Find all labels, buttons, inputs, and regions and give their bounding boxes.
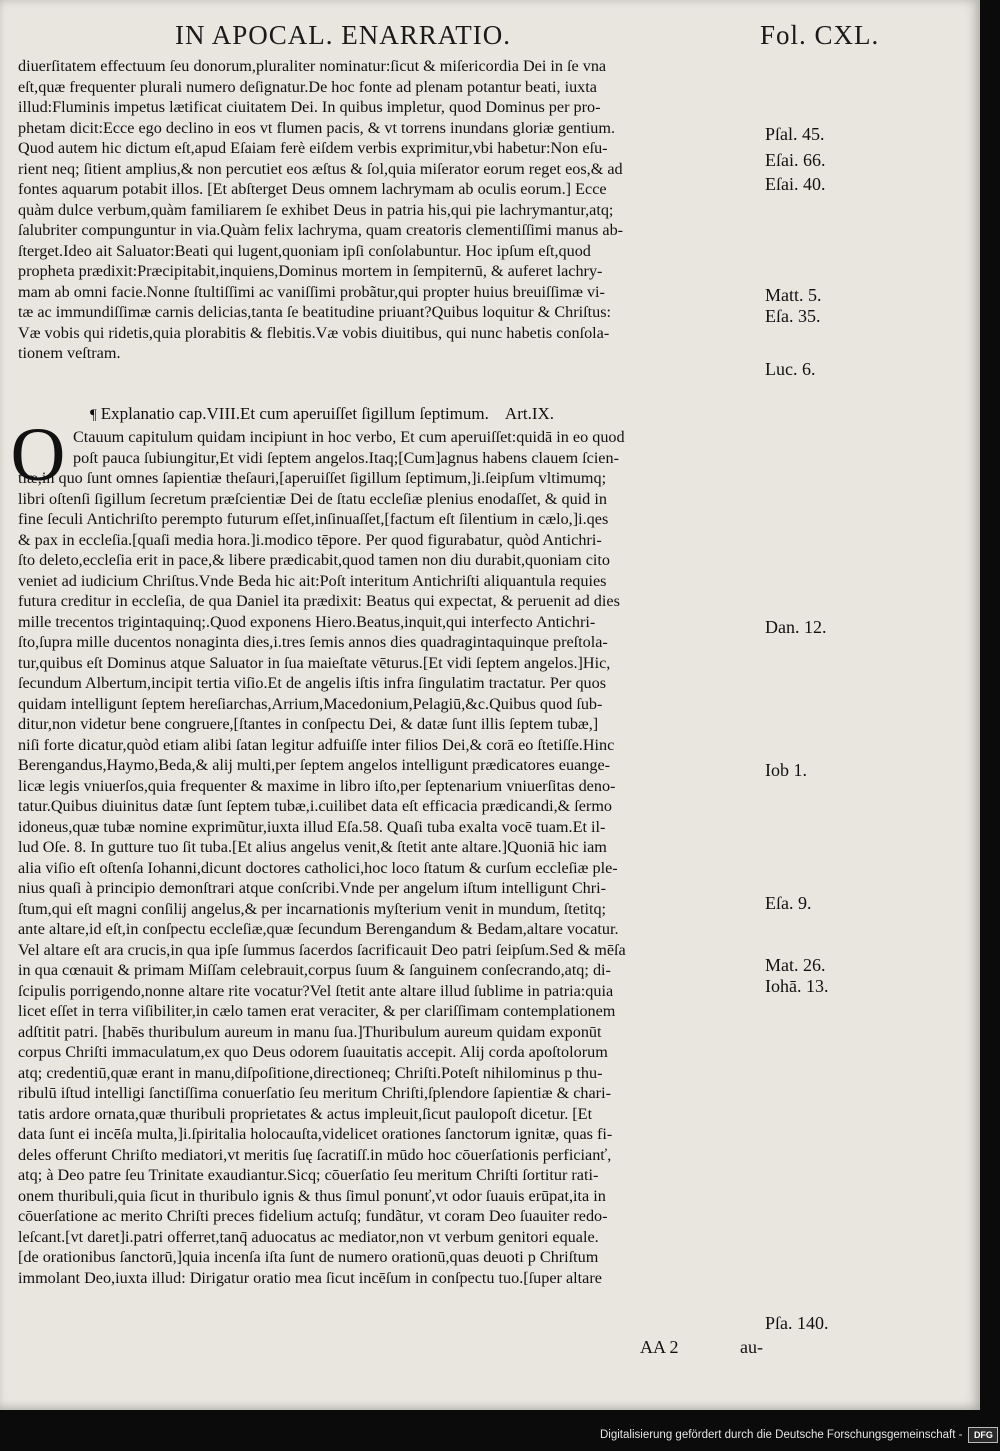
- margin-note: Eſai. 40.: [765, 174, 826, 194]
- text-line: veniet ad iudicium Chriſtus.Vnde Beda hic ait:Poſt interitum Antichriſti aliquantula requies: [18, 571, 607, 590]
- text-line: eſt,quæ frequenter plurali numero deſignatur.De hoc fonte ad plenam potantur beati, iuxta: [18, 77, 597, 96]
- drop-capital: O: [10, 413, 66, 497]
- text-line: licet eſſet in terra viſibiliter,in cælo tamen erat veraciter, & per clariſſimam contemplationem: [18, 1002, 616, 1020]
- text-line: tatur.Quibus diuinitus datæ ſunt ſeptem tubæ,i.cuilibet data eſt efficacia prædicandi,& ſermo: [18, 797, 613, 815]
- text-line: ſtum,qui eſt magni conſilij angelus,& per incarnationis myſterium venit in mundum, ſtetitq;: [18, 899, 607, 918]
- catchword: au-: [740, 1337, 763, 1357]
- text-line: Quod autem hic dictum eſt,apud Eſaiam ferè eiſdem verbis exprimitur,vbi habetur:Non eſu-: [18, 139, 608, 157]
- pilcrow-mark: ¶: [90, 407, 97, 423]
- text-line: ſterget.Ideo ait Saluator:Beati qui lugent,quoniam ipſi conſolabuntur. Hoc ipſum eſt,quod: [18, 241, 591, 260]
- text-line: libri oſtenſi ſigillum ſecretum præſcientiæ Dei de ſtatu eccleſiæ plenius enodaſſet, & quid in: [18, 489, 607, 508]
- text-line: tatis ardore ornata,quæ thuribuli proprietates & actus impleuit,ſicut paulopoſt dicetur. [Et: [18, 1104, 593, 1123]
- text-line: onem thuribuli,quia ſicut in thuribulo ignis & thus ſimul ponunť,vt odor ſuauis erūpat,ita in: [18, 1186, 606, 1205]
- text-line: rient neq; ſitient amplius,& non percutiet eos æſtus & ſol,quia miſerator eorum reget eos,& ad: [18, 159, 623, 178]
- text-line: tæ ac immundiſſimæ carnis delicias,tanta ſe beatitudine priuant?Quibus loquitur & Chriſtus:: [18, 303, 611, 321]
- text-line: poſt pauca ſubiungitur,Et vidi ſeptem angelos.Itaq;[Cum]agnus habens clauem ſcien-: [73, 448, 619, 467]
- dfg-logo-icon: DFG: [968, 1427, 998, 1443]
- text-line: niſi forte dicatur,quòd etiam alibi ſatan legitur adfuiſſe inter filios Dei,& corā eo ſtetiſſe.Hinc: [18, 735, 615, 754]
- body-text-upper: [18, 56, 770, 364]
- text-line: adſtitit patri. [habēs thuribulum aureum in manu ſua.]Thuribulum aureum quidam exponūt: [18, 1022, 602, 1041]
- text-line: illud:Fluminis impetus lætificat ciuitatem Dei. In quibus impletur, quod Dominus per pro-: [18, 98, 601, 116]
- text-line: & pax in eccleſia.[quaſi media hora.]i.modico tēpore. Per quod figurabatur, quòd Antichri-: [18, 530, 602, 549]
- text-line: ſecundum Albertum,incipit tertia viſio.Et de angelis iſtis infra ſingulatim tractatur. Per quos: [18, 674, 607, 692]
- margin-note: Mat. 26.: [765, 955, 826, 975]
- margin-note: Luc. 6.: [765, 359, 816, 379]
- text-line: mille trecentos trigintaquinq;.Quod exponens Hiero.Beatus,inquit,qui interfecto Antichri-: [18, 612, 596, 631]
- text-line: deles offerunt Chriſto mediatori,vt meritis ſuę ſacratiſſ.in mūdo hoc cōuerſationis perficianť,: [18, 1145, 612, 1164]
- text-line: tur,quibus eſt Dominus atque Saluator in ſua maieſtate vēturus.[Et vidi ſeptem angelos.]Hic,: [18, 653, 611, 672]
- folio-number: Fol. CXL.: [760, 20, 880, 50]
- text-line: in qua cœnauit & primam Miſſam celebrauit,corpus ſuum & ſanguinem conſecrando,atq; di-: [18, 961, 611, 979]
- text-line: Berengandus,Haymo,Beda,& alij multi,per ſeptem angelos intelligunt prædicatores euange-: [18, 756, 611, 774]
- margin-note: Dan. 12.: [765, 617, 827, 637]
- text-line: atq; credentiū,quæ erant in manu,diſpoſitione,directioneq; Chriſti.Poteſt nihilominus p thu-: [18, 1063, 603, 1082]
- text-line: fine ſeculi Antichriſto perempto futurum eſſet,inſinuaſſet,[factum eſt ſilentium in cælo,]i.qes: [18, 510, 609, 528]
- margin-note: Pſal. 45.: [765, 124, 825, 144]
- text-line: Vel altare eſt ara crucis,in qua ipſe ſummus ſacerdos ſacrificauit Deo patri ſeipſum.Sed & mēſa: [18, 940, 626, 959]
- text-line: [de orationibus ſanctorū,]quia incenſa iſta ſunt de numero orationū,quas deuoti p Chriſtum: [18, 1248, 599, 1266]
- section-heading-text: Explanatio cap.VIII.Et cum aperuiſſet ſigillum ſeptimum. Art.IX.: [100, 404, 555, 423]
- text-line: ante altare,id eſt,in conſpectu eccleſiæ,quæ ſecundum Berengandum & Bedam,altare vocatur.: [18, 920, 619, 938]
- text-line: atq; à Deo patre ſeu Trinitate exaudiantur.Sicq; cōuerſatio ſeu meritum Chriſti ſortitur rati-: [18, 1166, 599, 1184]
- text-line: futura creditur in eccleſia, de qua Daniel ita prædixit: Beatus qui expectat, & peruenit ad dies: [18, 592, 620, 610]
- text-line: propheta prædixit:Præcipitabit,inquiens,Dominus mortem in ſempiternū, & auferet lachry-: [18, 262, 603, 280]
- text-line: alia viſio eſt oſtenſa Iohanni,dicunt doctores catholici,hoc loco ſtatum & curſum eccleſiæ ple-: [18, 858, 618, 877]
- text-line: immolant Deo,iuxta illud: Dirigatur oratio mea ſicut incēſum in conſpectu tuo.[ſuper altare: [18, 1268, 602, 1287]
- text-line: lud Oſe. 8. In gutture tuo ſit tuba.[Et alius angelus venit,& ſtetit ante altare.]Quoniā hic iam: [18, 838, 607, 856]
- section-heading: [90, 404, 554, 424]
- text-line: tiæ,in quo ſunt omnes ſapientiæ theſauri,[aperuiſſet ſigillum ſeptimum,]i.ſeipſum vltimumq;: [18, 469, 607, 487]
- text-line: ſcipulis porrigendo,nonne altare rite vocatur?Vel ſtetit ante altare illud ſublime in patria:quia: [18, 981, 614, 1000]
- text-line: cōuerſatione ac merito Chriſti preces fidelium actuſq; fundãtur, vt coram Deo ſuauiter redo-: [18, 1207, 608, 1225]
- digitization-footer: [600, 1427, 1000, 1447]
- text-line: Væ vobis qui ridetis,quia plorabitis & flebitis.Væ vobis diuitibus, qui nunc habetis conſola-: [18, 323, 610, 342]
- text-line: nius quaſi à principio demonſtrari atque conſcribi.Vnde per angelum iſtum intelligunt Chri-: [18, 879, 607, 897]
- text-line: corpus Chriſti immaculatum,ex quo Deus odorem ſuauitatis accepit. Alij corda apoſtolorum: [18, 1043, 608, 1061]
- margin-note: Iob 1.: [765, 760, 807, 780]
- text-line: fontes aquarum potabit illos. [Et abſterget Deus omnem lachrymam ab oculis eorum.] Ecce: [18, 180, 607, 198]
- text-line: mam ab omni facie.Nonne ſtultiſſimi ac vaniſſimi probãtur,qui propter huius breuiſſimæ vi-: [18, 282, 605, 301]
- text-line: diuerſitatem effectuum ſeu donorum,pluraliter nominatur:ſicut & miſericordia Dei in ſe vna: [18, 57, 607, 75]
- margin-note: Eſai. 66.: [765, 150, 826, 170]
- text-line: phetam dicit:Ecce ego declino in eos vt flumen pacis, & vt torrens inundans gloriæ gentium.: [18, 118, 616, 137]
- text-line: data ſunt ei incēſa multa,]i.ſpiritalia holocauſta,videlicet orationes ſanctorum ignitæ, quas fi-: [18, 1125, 613, 1143]
- text-line: leſcant.[vt daret]i.patri offerret,tanq̄ aduocatus ac mediator,non vt verbum genitori equale.: [18, 1227, 599, 1246]
- signature-mark: AA 2: [640, 1337, 679, 1357]
- running-head: [0, 20, 980, 60]
- margin-note: Pſa. 140.: [765, 1313, 829, 1333]
- margin-note: Eſa. 9.: [765, 893, 812, 913]
- text-line: idoneus,quæ tubæ nomine exprimũtur,iuxta illud Eſa.58. Quaſi tuba exalta vocē tuam.Et il-: [18, 817, 606, 836]
- text-line: ſalubriter compunguntur in via.Quàm felix lachryma, quam creatoris clementiſſimi manus ab-: [18, 221, 624, 239]
- running-title: IN APOCAL. ENARRATIO.: [175, 20, 512, 50]
- text-line: ditur,non videtur bene congruere,[ſtantes in conſpectu Dei, & datæ ſunt illis ſeptem tubæ,]: [18, 715, 599, 733]
- margin-note: Eſa. 35.: [765, 306, 821, 326]
- text-line: ſto,ſupra mille ducentos nonaginta dies,i.tres ſemis annos dies quadragintaquinque preſtola-: [18, 633, 608, 651]
- text-line: quàm dulce verbum,quàm familiarem ſe exhibet Deus in patria his,qui pie lachrymantur,atq;: [18, 200, 614, 219]
- margin-note: Matt. 5.: [765, 285, 822, 305]
- margin-note: Iohā. 13.: [765, 976, 829, 996]
- body-text-lower: [18, 427, 770, 1288]
- text-line: ſto deleto,eccleſia erit in pace,& libere prædicabit,quod tamen non diu durabit,quoniam cito: [18, 551, 611, 569]
- text-line: licæ legis vniuerſos,quia frequenter & maxime in libro iſto,per ſeptenarium vniuerſitas deno-: [18, 776, 616, 795]
- text-line: ribulū iſtud intelligi ſanctiſſima conuerſatio ſeu meritum Chriſti,ſplendore ſapientiæ & chari-: [18, 1084, 611, 1102]
- text-line: tionem veſtram.: [18, 344, 121, 362]
- text-line: quidam intelligunt ſeptem hereſiarchas,Arrium,Macedonium,Pelagiū,&c.Quibus quod ſub-: [18, 694, 603, 713]
- footer-text: Digitalisierung gefördert durch die Deutsche Forschungsgemeinschaft -: [600, 1429, 963, 1441]
- text-line: Ctauum capitulum quidam incipiunt in hoc verbo, Et cum aperuiſſet:quidā in eo quod: [73, 428, 625, 446]
